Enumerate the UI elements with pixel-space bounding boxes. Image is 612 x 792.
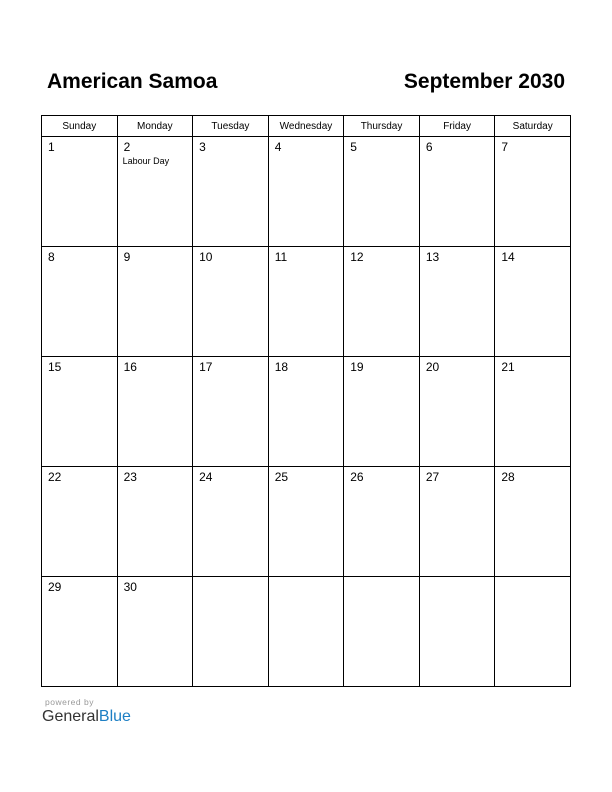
day-number: 6 <box>425 140 433 154</box>
day-cell <box>268 137 344 247</box>
day-cell <box>268 467 344 577</box>
day-cell <box>419 137 495 247</box>
day-cell <box>268 247 344 357</box>
day-cell <box>495 247 571 357</box>
day-cell <box>419 247 495 357</box>
day-cell <box>193 247 269 357</box>
day-cell <box>419 467 495 577</box>
day-cell <box>344 577 420 687</box>
weekday-header-row <box>42 116 571 137</box>
day-cell <box>495 137 571 247</box>
day-cell <box>495 577 571 687</box>
day-number: 10 <box>199 250 213 264</box>
day-cell <box>419 577 495 687</box>
day-cell <box>117 577 193 687</box>
day-cell <box>344 247 420 357</box>
day-number: 1 <box>48 140 55 154</box>
day-number: 15 <box>48 360 62 374</box>
day-number: 30 <box>123 580 137 594</box>
day-number: 13 <box>425 250 440 264</box>
day-cell <box>117 467 193 577</box>
day-number: 22 <box>48 470 62 484</box>
country-title: American Samoa <box>47 70 218 93</box>
brand-logo <box>42 708 131 726</box>
day-cell <box>268 577 344 687</box>
day-number: 14 <box>501 250 515 264</box>
day-cell <box>42 467 118 577</box>
day-number: 18 <box>274 360 289 374</box>
weekday-header: Friday <box>419 116 495 137</box>
day-cell <box>42 247 118 357</box>
brand-part-blue: Blue <box>98 708 131 725</box>
day-number: 3 <box>199 140 206 154</box>
day-cell <box>42 357 118 467</box>
day-cell <box>344 137 420 247</box>
day-number: 5 <box>350 140 357 154</box>
day-number: 27 <box>425 470 440 484</box>
day-number: 21 <box>501 360 515 374</box>
weekday-header: Thursday <box>344 116 420 137</box>
weekday-header: Tuesday <box>193 116 269 137</box>
week-row <box>42 137 571 247</box>
day-number: 7 <box>501 140 509 154</box>
day-cell <box>495 357 571 467</box>
week-row <box>42 577 571 687</box>
week-row <box>42 247 571 357</box>
day-cell <box>117 247 193 357</box>
day-cell <box>268 357 344 467</box>
day-cell <box>42 137 118 247</box>
day-cell <box>495 467 571 577</box>
day-cell <box>42 577 118 687</box>
day-number: 25 <box>274 470 289 484</box>
day-number: 8 <box>48 250 55 264</box>
day-cell <box>193 137 269 247</box>
day-cell <box>117 357 193 467</box>
day-number: 28 <box>501 470 515 484</box>
day-number: 20 <box>425 360 440 374</box>
weekday-header: Wednesday <box>268 116 344 137</box>
day-cell <box>193 467 269 577</box>
day-cell <box>344 467 420 577</box>
day-number: 24 <box>199 470 213 484</box>
day-number: 4 <box>274 140 282 154</box>
weekday-header: Saturday <box>495 116 571 137</box>
brand-part-general: General <box>42 708 99 725</box>
day-number: 29 <box>48 580 62 594</box>
day-cell <box>117 137 193 247</box>
day-number: 23 <box>123 470 137 484</box>
day-number: 9 <box>123 250 131 264</box>
day-number: 16 <box>123 360 137 374</box>
day-number: 11 <box>274 250 288 264</box>
day-number: 26 <box>350 470 364 484</box>
holiday-label: Labour Day <box>122 156 170 166</box>
day-cell <box>193 577 269 687</box>
day-number: 19 <box>350 360 364 374</box>
day-number: 2 <box>123 140 131 154</box>
day-cell <box>344 357 420 467</box>
day-number: 12 <box>350 250 364 264</box>
calendar-grid <box>41 115 571 687</box>
weekday-header: Sunday <box>42 116 118 137</box>
week-row <box>42 357 571 467</box>
day-cell <box>193 357 269 467</box>
month-title: September 2030 <box>403 70 565 93</box>
week-row <box>42 467 571 577</box>
weekday-header: Monday <box>117 116 193 137</box>
footer-branding <box>42 697 131 726</box>
day-number: 17 <box>199 360 213 374</box>
powered-by-text: powered by <box>45 697 94 707</box>
day-cell <box>419 357 495 467</box>
